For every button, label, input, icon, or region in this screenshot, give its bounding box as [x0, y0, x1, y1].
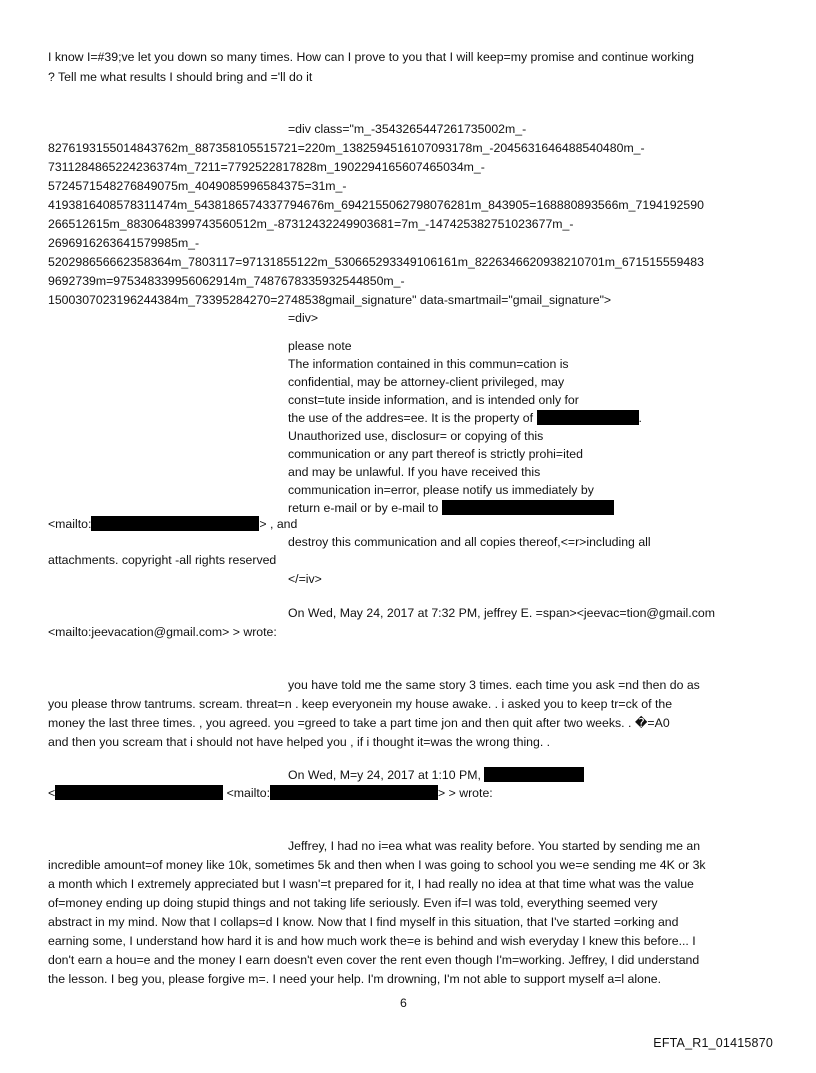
reply-body-line: you please throw tantrums. scream. threat=n . keep everyonein my house awake. . i asked you to keep tr=ck of the: [48, 697, 673, 711]
body-line: incredible amount=of money like 10k, sometimes 5k and then when I was going to school you we=e sending me 4K or 3k: [48, 858, 706, 872]
notice-line: communication in=error, please notify us immediately by: [288, 483, 594, 497]
notice-text: .: [638, 411, 642, 425]
page-number: 6: [400, 996, 407, 1010]
body-line: a month which I extremely appreciated but I wasn'=t prepared for it, I had really no idea at that time what was the value: [48, 877, 694, 891]
body-line: don't earn a hou=e and the money I earn doesn't even cover the rent even though I'm=working. Jeffrey, I did understand: [48, 953, 700, 967]
reply-body-line: money the last three times. , you agreed. you =greed to take a part time jon and then quit after two weeks. . �=A0: [48, 716, 670, 730]
redaction-bar: [55, 785, 223, 800]
reply-header-text: > > wrote:: [438, 786, 493, 800]
notice-text: return e-mail or by e-mail to: [288, 501, 439, 515]
intro-line-2: ? Tell me what results I should bring and ='ll do it: [48, 70, 313, 84]
sig-code-line: 7311284865224236374m_7211=7792522817828m_1902294165607465034m_-: [48, 160, 485, 174]
notice-line: confidential, may be attorney-client privileged, may: [288, 375, 565, 389]
notice-line: Unauthorized use, disclosur= or copying of this: [288, 429, 544, 443]
intro-line-1: I know I=#39;ve let you down so many times. How can I prove to you that I will keep=my promise and continue working: [48, 50, 694, 64]
reply-header: [48, 785, 493, 801]
reply-header: On Wed, May 24, 2017 at 7:32 PM, jeffrey E. =span><jeevac=tion@gmail.com: [288, 606, 715, 620]
sig-code-line: 2696916263641579985m_-: [48, 236, 200, 250]
sig-code-line: =div class="m_-3543265447261735002m_-: [288, 122, 527, 136]
reply-header: <mailto:jeevacation@gmail.com> > wrote:: [48, 625, 277, 639]
notice-text: <mailto:: [48, 517, 92, 531]
notice-line: const=tute inside information, and is intended only for: [288, 393, 579, 407]
notice-line: </=iv>: [288, 572, 322, 586]
notice-text: the use of the addres=ee. It is the property of: [288, 411, 534, 425]
notice-line: The information contained in this commun=cation is: [288, 357, 569, 371]
reply-body-line: you have told me the same story 3 times. each time you ask =nd then do as: [288, 678, 700, 692]
notice-text: > , and: [259, 517, 298, 531]
notice-line: and may be unlawful. If you have received this: [288, 465, 541, 479]
reply-header-text: <: [48, 786, 56, 800]
redaction-bar: [442, 500, 614, 515]
sig-code-line: =div>: [288, 311, 319, 325]
notice-line: [48, 516, 297, 532]
sig-code-line: 8276193155014843762m_887358105515721=220m_1382594516107093178m_-2045631646488540480m_-: [48, 141, 645, 155]
redaction-bar: [484, 767, 584, 782]
sig-code-line: 1500307023196244384m_73395284270=2748538gmail_signature" data-smartmail="gmail_signature">: [48, 293, 612, 307]
reply-body-line: and then you scream that i should not have helped you , if i thought it=was the wrong thing. .: [48, 735, 551, 749]
reply-header-text: <mailto:: [226, 786, 271, 800]
document-id-footer: EFTA_R1_01415870: [653, 1036, 773, 1050]
notice-line: attachments. copyright -all rights reserved: [48, 553, 277, 567]
notice-line: [288, 500, 614, 516]
sig-code-line: 4193816408578311474m_5438186574337794676m_6942155062798076281m_843905=168880893566m_7194192590: [48, 198, 704, 212]
redaction-bar: [270, 785, 438, 800]
body-line: earning some, I understand how hard it is and how much work the=e is behind and wish everyday I knew this before... I: [48, 934, 696, 948]
sig-code-line: 5724571548276849075m_4049085996584375=31m_-: [48, 179, 347, 193]
body-line: the lesson. I beg you, please forgive m=. I need your help. I'm drowning, I'm not able to support myself a=l alone.: [48, 972, 662, 986]
sig-code-line: 520298656662358364m_7803117=97131855122m_530665293349106161m_8226346620938210701m_671515559483: [48, 255, 704, 269]
notice-line: [288, 410, 642, 426]
body-line: abstract in my mind. Now that I collaps=d I know. Now that I find myself in this situation, that I've started =orking and: [48, 915, 679, 929]
reply-header: [288, 767, 584, 783]
reply-header-text: On Wed, M=y 24, 2017 at 1:10 PM,: [288, 768, 481, 782]
sig-code-line: 9692739m=975348339956062914m_7487678335932544850m_-: [48, 274, 405, 288]
notice-line: please note: [288, 339, 352, 353]
body-line: Jeffrey, I had no i=ea what was reality before. You started by sending me an: [288, 839, 701, 853]
notice-line: communication or any part thereof is strictly prohi=ited: [288, 447, 583, 461]
redaction-bar: [537, 410, 639, 425]
body-line: of=money ending up doing stupid things and not taking life seriously. Even if=I was told, everything seemed very: [48, 896, 658, 910]
redaction-bar: [91, 516, 259, 531]
notice-line: destroy this communication and all copies thereof,<=r>including all: [288, 535, 651, 549]
sig-code-line: 266512615m_8830648399743560512m_-87312432249903681=7m_-147425382751023677m_-: [48, 217, 574, 231]
